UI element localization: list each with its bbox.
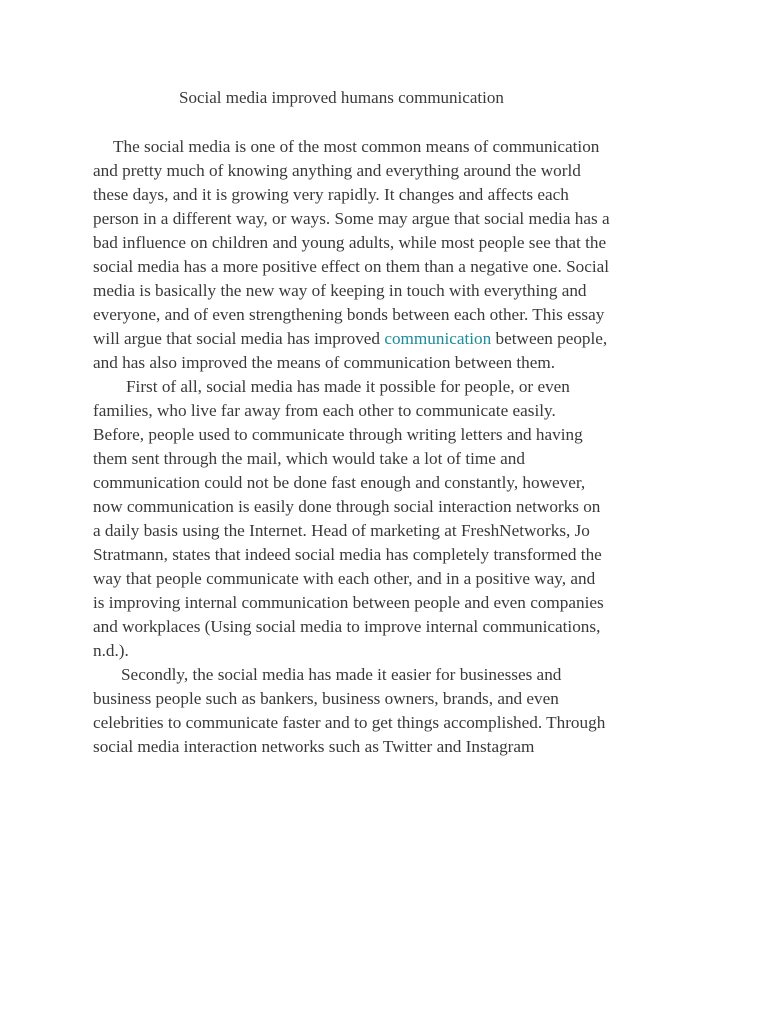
paragraph-line: and has also improved the means of communication between them. [93,353,556,372]
paragraph-line: families, who live far away from each other to communicate easily. [93,401,556,420]
paragraph-text: between people, [491,329,608,348]
paragraph-line: Secondly, the social media has made it easier for businesses and [121,665,562,684]
paragraph-line: them sent through the mail, which would take a lot of time and [93,449,525,468]
paragraph-text: will argue that social media has improved [93,329,381,348]
paragraph-line: everyone, and of even strengthening bonds between each other. This essay [93,305,605,324]
communication-link[interactable]: communication [384,329,492,348]
paragraph-line: bad influence on children and young adults, while most people see that the [93,233,607,252]
paragraph-line: these days, and it is growing very rapidly. It changes and affects each [93,185,569,204]
paragraph-line: social media interaction networks such as Twitter and Instagram [93,737,535,756]
paragraph-line: and pretty much of knowing anything and everything around the world [93,161,581,180]
paragraph-line: n.d.). [93,641,129,660]
paragraph-line: business people such as bankers, business owners, brands, and even [93,689,559,708]
paragraph-line: now communication is easily done through social interaction networks on [93,497,601,516]
paragraph-line: is improving internal communication between people and even companies [93,593,604,612]
paragraph-line: Stratmann, states that indeed social media has completely transformed the [93,545,602,564]
paragraph-line: and workplaces (Using social media to improve internal communications, [93,617,601,636]
page-title: Social media improved humans communication [179,88,504,107]
paragraph-line: celebrities to communicate faster and to get things accomplished. Through [93,713,606,732]
paragraph-line: First of all, social media has made it possible for people, or even [126,377,570,396]
paragraph-line: way that people communicate with each other, and in a positive way, and [93,569,596,588]
paragraph-line: person in a different way, or ways. Some may argue that social media has a [93,209,610,228]
paragraph-line: a daily basis using the Internet. Head of marketing at FreshNetworks, Jo [93,521,590,540]
paragraph-line: media is basically the new way of keeping in touch with everything and [93,281,587,300]
paragraph-line: The social media is one of the most common means of communication [113,137,600,156]
paragraph-line: social media has a more positive effect on them than a negative one. Social [93,257,610,276]
paragraph-line: communication could not be done fast enough and constantly, however, [93,473,586,492]
paragraph-line-with-link [93,327,607,351]
paragraph-line: Before, people used to communicate through writing letters and having [93,425,583,444]
